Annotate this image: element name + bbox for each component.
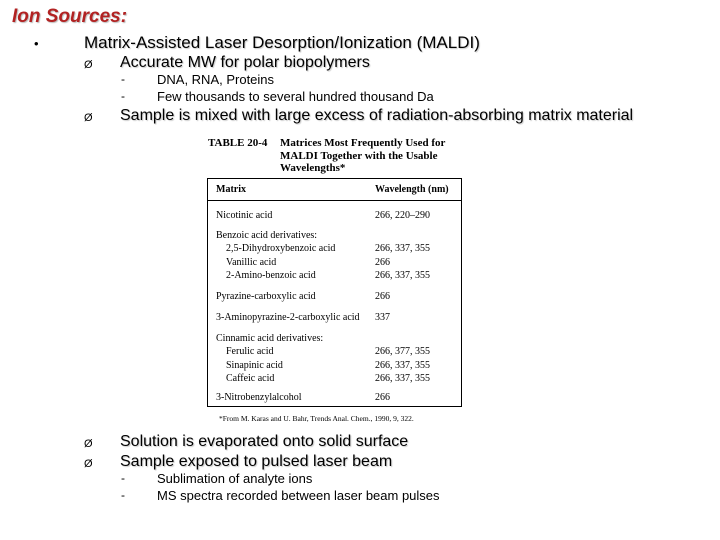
table-cell-matrix: 3-Aminopyrazine-2-carboxylic acid (216, 312, 360, 323)
table-cell-matrix: Pyrazine-carboxylic acid (216, 291, 316, 302)
table-cell-wavelength: 266 (375, 392, 390, 403)
dash-bullet: - (121, 488, 125, 502)
table-cell-matrix: Caffeic acid (226, 373, 275, 384)
table-number: TABLE 20-4 (208, 137, 268, 149)
arrow-bullet-icon: Ø (84, 59, 93, 71)
table-cell-matrix: Nicotinic acid (216, 210, 273, 221)
point-2: Sample is mixed with large excess of radiation-absorbing matrix material (120, 107, 634, 124)
table-header-row (208, 179, 461, 201)
sub-point-4b: MS spectra recorded between laser beam pulses (157, 488, 440, 503)
slide-title: Ion Sources: (12, 6, 128, 27)
table-cell-matrix: Sinapinic acid (226, 360, 283, 371)
table-cell-wavelength: 266, 337, 355 (375, 243, 430, 254)
table-title: Matrices Most Frequently Used for MALDI Together with the Usable Wavelengths* (280, 137, 446, 174)
matrix-table (207, 178, 462, 407)
sub-point-4a: Sublimation of analyte ions (157, 471, 313, 486)
dash-bullet: - (121, 89, 125, 103)
bullet-dot: • (34, 36, 39, 51)
point-4: Sample exposed to pulsed laser beam (120, 453, 393, 470)
dash-bullet: - (121, 471, 125, 485)
header-wavelength: Wavelength (nm) (375, 184, 449, 195)
arrow-bullet-icon: Ø (84, 458, 93, 470)
point-1: Accurate MW for polar biopolymers (120, 54, 370, 71)
table-footnote: *From M. Karas and U. Bahr, Trends Anal. Chem., 1990, 9, 322. (219, 414, 414, 423)
dash-bullet: - (121, 72, 125, 86)
table-cell-wavelength: 266, 377, 355 (375, 346, 430, 357)
table-cell-wavelength: 337 (375, 312, 390, 323)
table-cell-wavelength: 266, 337, 355 (375, 360, 430, 371)
arrow-bullet-icon: Ø (84, 112, 93, 124)
table-cell-matrix: Benzoic acid derivatives: (216, 230, 318, 241)
table-cell-matrix: Ferulic acid (226, 346, 274, 357)
table-cell-wavelength: 266 (375, 257, 390, 268)
table-cell-wavelength: 266, 220–290 (375, 210, 430, 221)
table-cell-matrix: Vanillic acid (226, 257, 277, 268)
table-cell-matrix: 3-Nitrobenzylalcohol (216, 392, 302, 403)
arrow-bullet-icon: Ø (84, 438, 93, 450)
sub-point-1a: DNA, RNA, Proteins (157, 72, 275, 87)
table-cell-wavelength: 266, 337, 355 (375, 373, 430, 384)
table-cell-matrix: 2,5-Dihydroxybenzoic acid (226, 243, 336, 254)
slide-heading: Matrix-Assisted Laser Desorption/Ionization (MALDI) (84, 33, 480, 52)
table-cell-wavelength: 266, 337, 355 (375, 270, 430, 281)
sub-point-1b: Few thousands to several hundred thousand Da (157, 89, 434, 104)
header-matrix: Matrix (216, 184, 246, 195)
table-cell-matrix: 2-Amino-benzoic acid (226, 270, 316, 281)
table-cell-matrix: Cinnamic acid derivatives: (216, 333, 324, 344)
point-3: Solution is evaporated onto solid surface (120, 433, 409, 450)
table-cell-wavelength: 266 (375, 291, 390, 302)
